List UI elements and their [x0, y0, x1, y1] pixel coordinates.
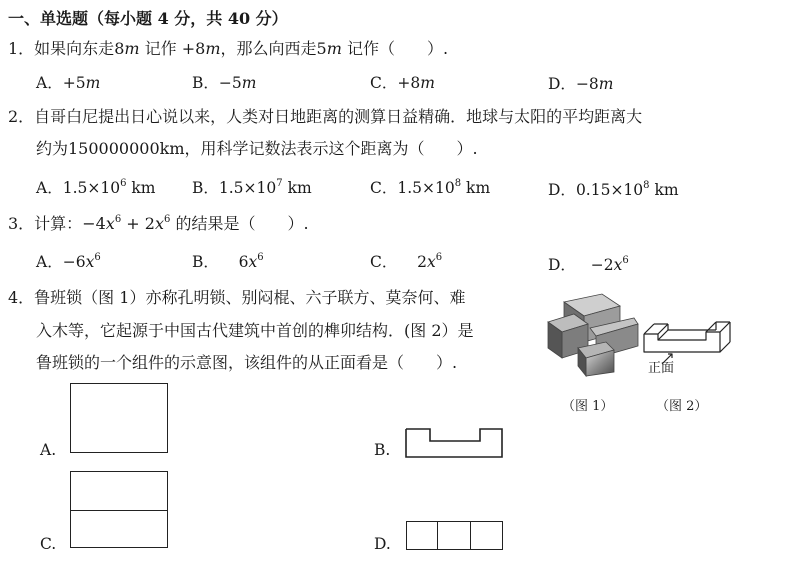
q4-option-d-divider-1: [437, 521, 438, 550]
q3-option-a[interactable]: A．$-6x^6$: [36, 252, 101, 271]
q1-option-a[interactable]: A．+5m: [36, 74, 101, 92]
figure-1-caption: （图 1）: [562, 399, 614, 414]
q2-option-d[interactable]: D．$0.15\times 10^8$ km: [548, 180, 679, 199]
question-1-text: 1．如果向东走8m 记作 +8m，那么向西走5m 记作（ ）.: [8, 39, 449, 58]
luban-lock-figure-1: [544, 292, 640, 378]
question-3-text: 3．计算：$-4x^6 + 2x^6$ 的结果是（ ）.: [8, 214, 309, 233]
question-4-line-1: 4．鲁班锁（图 1）亦称孔明锁、别闷棍、六子联方、莫奈何、难: [8, 288, 466, 307]
q4-option-d-shape[interactable]: [406, 521, 503, 550]
q4-option-d-label[interactable]: D.: [374, 535, 391, 553]
question-4-line-3: 鲁班锁的一个组件的示意图，该组件的从正面看是（ ）.: [36, 353, 458, 372]
q1-option-b[interactable]: B．−5m: [192, 74, 257, 92]
section-title: 一、单选题（每小题 4 分，共 40 分）: [8, 9, 288, 28]
front-view-label: 正面: [648, 361, 675, 376]
q4-option-a-label[interactable]: A.: [40, 441, 57, 459]
q1-option-d[interactable]: D．−8m: [548, 75, 614, 93]
q4-option-c-divider: [70, 510, 168, 511]
figure-2-caption: （图 2）: [656, 399, 708, 414]
q4-option-d-divider-2: [470, 521, 471, 550]
q4-option-c-label[interactable]: C.: [40, 535, 57, 553]
q4-option-b-label[interactable]: B.: [374, 441, 391, 459]
q3-option-c[interactable]: C． $2x^6$: [370, 252, 443, 271]
question-2-line-1: 2．自哥白尼提出日心说以来，人类对日地距离的测算日益精确．地球与太阳的平均距离大: [8, 107, 643, 126]
q2-option-b[interactable]: B．$1.5\times 10^7$ km: [192, 178, 312, 197]
q2-option-c[interactable]: C．$1.5\times 10^8$ km: [370, 178, 491, 197]
q3-option-d[interactable]: D． $-2x^6$: [548, 255, 629, 274]
q3-option-b[interactable]: B． $6x^6$: [192, 252, 264, 271]
q4-option-b-shape[interactable]: [404, 427, 504, 459]
q2-option-a[interactable]: A．$1.5\times 10^6$ km: [36, 178, 156, 197]
q1-option-c[interactable]: C．+8m: [370, 74, 435, 92]
question-4-line-2: 入木等，它起源于中国古代建筑中首创的榫卯结构．(图 2）是: [36, 321, 474, 340]
question-2-line-2: 约为150000000km，用科学记数法表示这个距离为（ ）.: [36, 139, 478, 158]
q4-option-a-shape[interactable]: [70, 383, 168, 453]
